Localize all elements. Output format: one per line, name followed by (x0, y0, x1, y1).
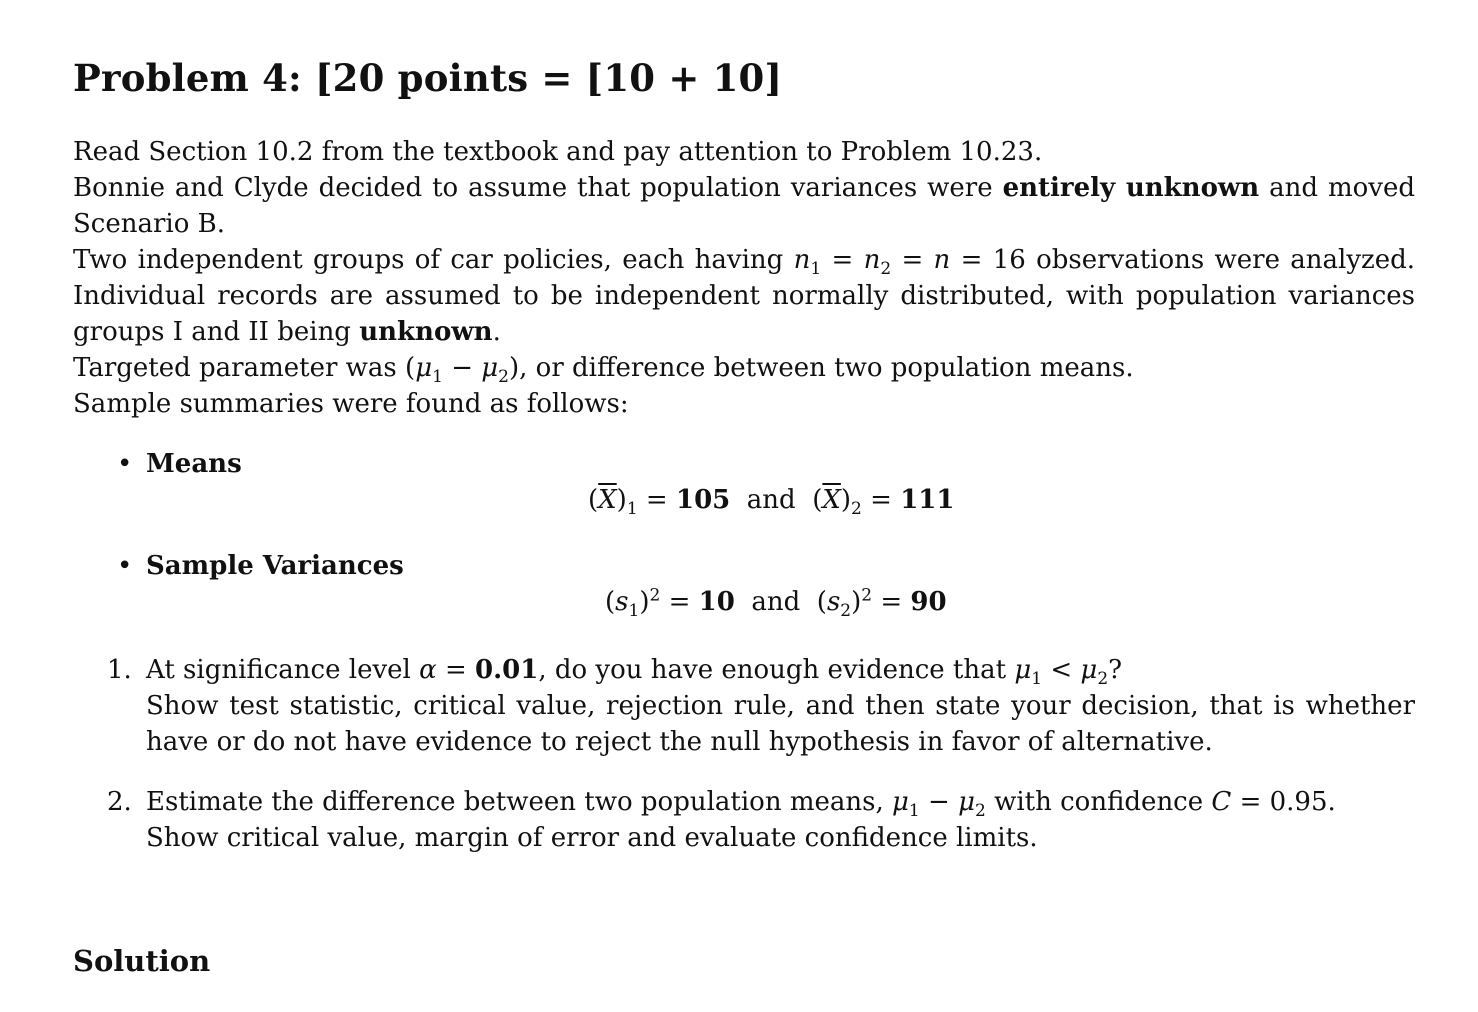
intro-line-1: Read Section 10.2 from the textbook and pay attention to Problem 10.23. (73, 137, 1043, 167)
intro-line-4-math: $(\mu_1 - \mu_2)$ (405, 353, 520, 388)
question-2-number: 2. (107, 787, 132, 817)
question-1-number: 1. (107, 655, 132, 685)
intro-line-3-third: groups I and II being unknown. (73, 317, 501, 347)
mean-2-value: 111 (900, 485, 955, 515)
bullet-dot-variances: • (117, 551, 133, 581)
intro-line-4-text-b: , or difference between two population means. (519, 353, 1134, 383)
intro-line-3-text-a: Two independent groups of car policies, each having (73, 245, 784, 275)
solution-heading: Solution (73, 944, 211, 978)
alpha-value: 0.01 (475, 655, 539, 685)
question-1-line-2: Show test statistic, critical value, rejection rule, and then state your decision, that is whether (146, 691, 1415, 721)
means-and: and (746, 485, 796, 515)
question-1 (146, 652, 1415, 760)
variance-2-value: 90 (910, 587, 947, 617)
intro-line-2-cont: Scenario B. (73, 209, 226, 239)
bullet-dot-means: • (117, 449, 133, 479)
intro-line-4 (73, 350, 1134, 386)
variances-label: Sample Variances (146, 551, 404, 581)
means-label: Means (146, 449, 242, 479)
problem-title: Problem 4: [20 points = [10 + 10] (73, 56, 783, 100)
intro-line-3-obs: observations were analyzed. (1036, 245, 1415, 275)
intro-line-3-math: $n_1 = n_2 = n = 16$ (793, 245, 1026, 278)
question-2-line-1: Estimate the difference between two population means, $\mu_1 - \mu_2$ with confidence C = 0.95. (146, 787, 1336, 822)
means-equation: $(\overline{X})_1 = 105$ and $(\overline{X})_2 = 111$ (588, 485, 955, 520)
intro-line-2-text-b-part: and moved (1269, 173, 1415, 203)
variances-equation: $(s_1)^2 = 10$ and $(s_2)^2 = 90$ (605, 585, 947, 622)
question-2-line-2: Show critical value, margin of error and evaluate confidence limits. (146, 823, 1038, 853)
intro-line-5: Sample summaries were found as follows: (73, 389, 629, 419)
intro-line-4-text-a: Targeted parameter was (73, 353, 397, 383)
variance-1-value: 10 (698, 587, 735, 617)
intro-line-2 (73, 170, 1415, 206)
question-1-line-3: have or do not have evidence to reject the null hypothesis in favor of alternative. (146, 727, 1213, 757)
question-2 (146, 784, 1415, 856)
intro-line-2-text-a: Bonnie and Clyde decided to assume that population variances were (73, 173, 993, 203)
intro-line-3-bold: unknown (359, 317, 493, 347)
intro-line-3-second: Individual records are assumed to be independent normally distributed, with population variances (73, 281, 1415, 311)
variances-and: and (751, 587, 801, 617)
mean-1-value: 105 (675, 485, 731, 515)
intro-line-2-bold: entirely unknown (1002, 173, 1260, 203)
question-1-line-1: At significance level α = 0.01, do you have enough evidence that $\mu_1 < \mu_2$? (146, 655, 1123, 690)
intro-line-3 (73, 242, 1415, 350)
